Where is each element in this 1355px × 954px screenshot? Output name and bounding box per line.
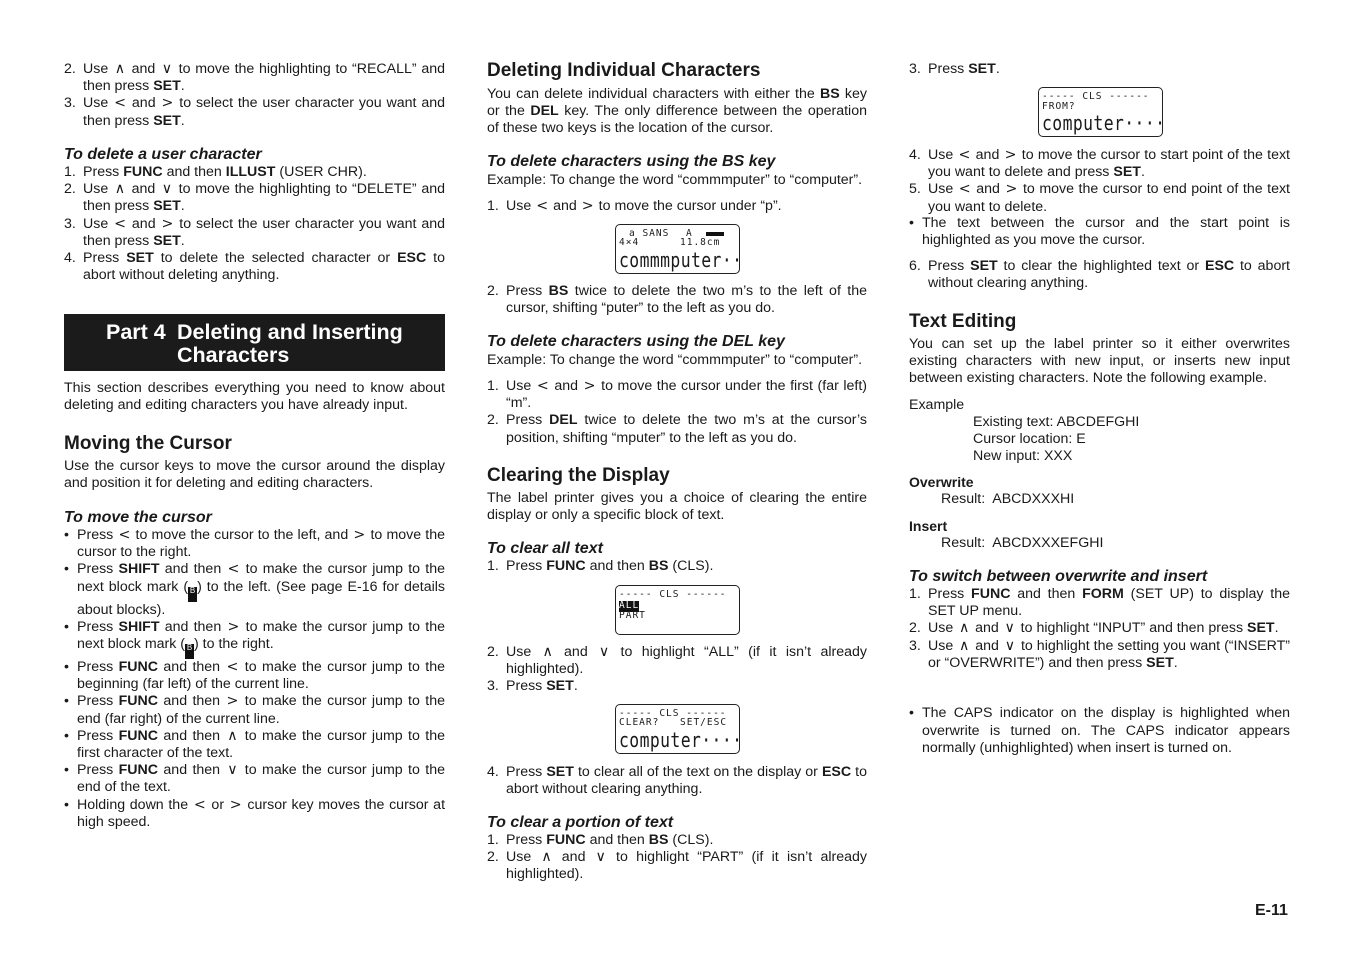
chevron-right-icon: > [581, 198, 594, 214]
list-item: 2. Use ∧ and ∨ to highlight “ALL” (if it isn’t already highlighted). [487, 644, 867, 678]
switch-heading: To switch between overwrite and insert [909, 568, 1208, 585]
list-item: • Press SHIFT and then < to make the cursor jump to the next block mark ( B ) to the left. (See page E-16 for details about blocks). [64, 561, 445, 618]
list-item: • Press SHIFT and then > to make the cursor jump to the next block mark ( B ) to the right. [64, 619, 445, 659]
steps-4-5 [909, 147, 1290, 216]
text-editing-text: You can set up the label printer so it either overwrites existing characters with new input, or inserts new input between existing characters. Note the following example. [909, 336, 1290, 387]
caps-bullet: • The CAPS indicator on the display is highlighted when overwrite is turned on. The CAPS indicator appears normally (unhighlighted) when insert is turned on. [909, 705, 1290, 757]
bs-step-2 [487, 283, 867, 317]
list-item: • Press FUNC and then ∨ to make the cursor jump to the end of the text. [64, 762, 445, 796]
part-title-box [64, 314, 445, 371]
chevron-right-icon: > [353, 527, 366, 543]
del-heading: To delete characters using the DEL key [487, 333, 785, 350]
list-item: 2. Use ∧ and ∨ to move the highlighting to “RECALL” and then press SET. [64, 61, 445, 95]
step-6 [909, 258, 1290, 292]
list-item: 2. Press BS twice to delete the two m’s to the left of the cursor, shifting “puter” to the left as you do. [487, 283, 867, 317]
move-cursor-bullets [64, 527, 445, 831]
list-item: 2. Press DEL twice to delete the two m’s at the cursor’s position, shifting “mputer” to the left as you do. [487, 412, 867, 446]
clearing-heading: Clearing the Display [487, 465, 670, 486]
switch-steps [909, 586, 1290, 672]
example-line-2: Cursor location: E [973, 431, 1086, 447]
list-item: 1. Press FUNC and then FORM (SET UP) to display the SET UP menu. [909, 586, 1290, 620]
highlight-bullet: • The text between the cursor and the start point is highlighted as you move the cursor. [909, 215, 1290, 249]
list-item: • Press FUNC and then ∧ to make the cursor jump to the first character of the text. [64, 728, 445, 762]
page-number: E-11 [1255, 902, 1288, 919]
block-mark-icon: B [185, 644, 194, 659]
chevron-up-icon: ∧ [114, 61, 126, 77]
insert-label: Insert [909, 518, 948, 534]
delete-user-steps [64, 164, 445, 284]
part-label: Part 4 [106, 320, 166, 344]
clear-all-steps-2-3 [487, 644, 867, 696]
moving-cursor-heading: Moving the Cursor [64, 433, 232, 454]
list-item: 1. Use < and > to move the cursor under the first (far left) “m”. [487, 378, 868, 412]
clear-portion-heading: To clear a portion of text [487, 814, 674, 831]
chevron-left-icon: < [536, 198, 549, 214]
chevron-left-icon: < [227, 561, 240, 578]
list-item: 5. Use < and > to move the cursor to end point of the text you want to delete. [909, 181, 1290, 215]
list-item: • Holding down the < or > cursor key moves the cursor at high speed. [64, 797, 445, 831]
list-item: 1. Use < and > to move the cursor under “p”. [487, 198, 782, 214]
del-example: Example: To change the word “commmputer” to “computer”. [487, 352, 863, 368]
delete-user-heading: To delete a user character [64, 146, 262, 163]
chevron-right-icon: > [161, 215, 174, 232]
list-item: 2. Use ∧ and ∨ to highlight “PART” (if it isn’t already highlighted). [487, 849, 868, 883]
chevron-right-icon: > [227, 618, 240, 635]
moving-cursor-text: Use the cursor keys to move the cursor around the display and position it for deleting and editing characters. [64, 458, 445, 492]
intro-paragraph: This section describes everything you need to know about deleting and editing characters you have already input. [64, 380, 445, 414]
step-3 [909, 61, 1290, 78]
lcd-display-1: a SANS A 4×4 11.8cm commmputer·· [615, 224, 740, 274]
bs-heading: To delete characters using the BS key [487, 153, 776, 170]
list-item: 1. Press FUNC and then ILLUST (USER CHR). [64, 164, 367, 180]
example-label: Example [909, 397, 965, 413]
lcd-text: commmputer·· [619, 248, 743, 272]
list-item: 4. Press SET to delete the selected character or ESC to abort without deleting anything. [64, 250, 446, 284]
list-item: • Press < to move the cursor to the left, and > to move the cursor to the right. [64, 527, 445, 561]
lcd-text: computer···· [1042, 111, 1166, 135]
chevron-down-icon: ∨ [1004, 620, 1015, 637]
chevron-up-icon: ∧ [227, 727, 238, 744]
part-title-line2: Characters [177, 343, 290, 367]
battery-bar-icon [706, 232, 724, 236]
chevron-right-icon: > [583, 378, 596, 394]
insert-result: Result: ABCDXXXEFGHI [941, 535, 1104, 551]
clear-all-heading: To clear all text [487, 540, 603, 557]
chevron-left-icon: < [958, 181, 971, 198]
list-item: 6. Press SET to clear the highlighted text or ESC to abort without clearing anything. [909, 258, 1290, 292]
chevron-up-icon: ∧ [114, 181, 126, 198]
chevron-left-icon: < [226, 659, 239, 676]
chevron-right-icon: > [226, 693, 239, 710]
lcd-display-2: ----- CLS ------ ALL PART [615, 585, 740, 635]
example-line-3: New input: XXX [973, 448, 1073, 464]
example-line-1: Existing text: ABCDEFGHI [973, 414, 1140, 430]
list-item: 4. Use < and > to move the cursor to start point of the text you want to delete and press SET. [909, 147, 1290, 181]
chevron-left-icon: < [114, 95, 127, 112]
chevron-down-icon: ∨ [161, 181, 173, 198]
lcd-text: computer···· [619, 728, 743, 752]
clear-all-step-1 [487, 558, 867, 575]
list-item: 3. Use ∧ and ∨ to highlight the setting you want (“INSERT” or “OVERWRITE”) and then press SET. [909, 637, 1291, 671]
overwrite-result: Result: ABCDXXXHI [941, 491, 1075, 507]
chevron-down-icon: ∨ [161, 61, 173, 77]
chevron-left-icon: < [536, 378, 549, 394]
clear-all-step-4 [487, 764, 867, 798]
list-item: 2. Use ∧ and ∨ to move the highlighting to “DELETE” and then press SET. [64, 181, 445, 215]
chevron-right-icon: > [161, 95, 174, 112]
chevron-up-icon: ∧ [959, 637, 970, 654]
deleting-text: You can delete individual characters with either the BS key or the DEL key. The only difference between the operation of these two keys is the location of the cursor. [487, 86, 867, 137]
chevron-left-icon: < [114, 215, 127, 232]
bs-example: Example: To change the word “commmputer” to “computer”. [487, 172, 863, 188]
overwrite-label: Overwrite [909, 474, 974, 490]
clearing-text: The label printer gives you a choice of clearing the entire display or only a specific block of text. [487, 490, 867, 524]
chevron-down-icon: ∨ [598, 644, 610, 660]
list-item: • Press FUNC and then > to make the cursor jump to the end (far right) of the current line. [64, 693, 445, 727]
chevron-up-icon: ∧ [542, 644, 553, 660]
list-item: 1. Press FUNC and then BS (CLS). [487, 558, 714, 574]
part-title-line1: Deleting and Inserting [177, 320, 403, 344]
block-mark-icon: B [188, 587, 197, 602]
chevron-up-icon: ∧ [541, 849, 552, 866]
list-item: • Press FUNC and then < to make the cursor jump to the beginning (far left) of the current line. [64, 659, 445, 693]
move-cursor-heading: To move the cursor [64, 509, 212, 526]
chevron-down-icon: ∨ [227, 762, 238, 779]
recall-steps [64, 61, 445, 130]
del-steps [487, 378, 867, 447]
list-item: 4. Press SET to clear all of the text on the display or ESC to abort without clearing anything. [487, 764, 868, 798]
column-right [909, 0, 1291, 756]
chevron-left-icon: < [958, 147, 971, 163]
list-item: 1. Press FUNC and then BS (CLS). [487, 832, 714, 848]
chevron-up-icon: ∧ [958, 620, 970, 637]
chevron-left-icon: < [118, 527, 131, 543]
text-editing-heading: Text Editing [909, 311, 1017, 332]
chevron-right-icon: > [229, 796, 242, 813]
deleting-heading: Deleting Individual Characters [487, 60, 761, 81]
lcd-display-4: ----- CLS ------ FROM? computer···· [1038, 87, 1163, 137]
chevron-down-icon: ∨ [595, 849, 606, 866]
list-item: 3. Use < and > to select the user character you want and then press SET. [64, 215, 446, 249]
chevron-right-icon: > [1004, 147, 1017, 163]
clear-portion-steps [487, 832, 867, 884]
lcd-display-3: ----- CLS ------ CLEAR? SET/ESC computer···· [615, 704, 740, 754]
chevron-right-icon: > [1005, 181, 1018, 198]
list-item: 2. Use ∧ and ∨ to highlight “INPUT” and then press SET. [909, 620, 1279, 637]
list-item: 3. Press SET. [909, 61, 1000, 77]
bs-step-1 [487, 198, 867, 215]
list-item: 3. Press SET. [487, 678, 578, 695]
chevron-left-icon: < [193, 796, 206, 813]
list-item: 3. Use < and > to select the user character you want and then press SET. [64, 95, 446, 129]
chevron-down-icon: ∨ [1004, 637, 1016, 654]
